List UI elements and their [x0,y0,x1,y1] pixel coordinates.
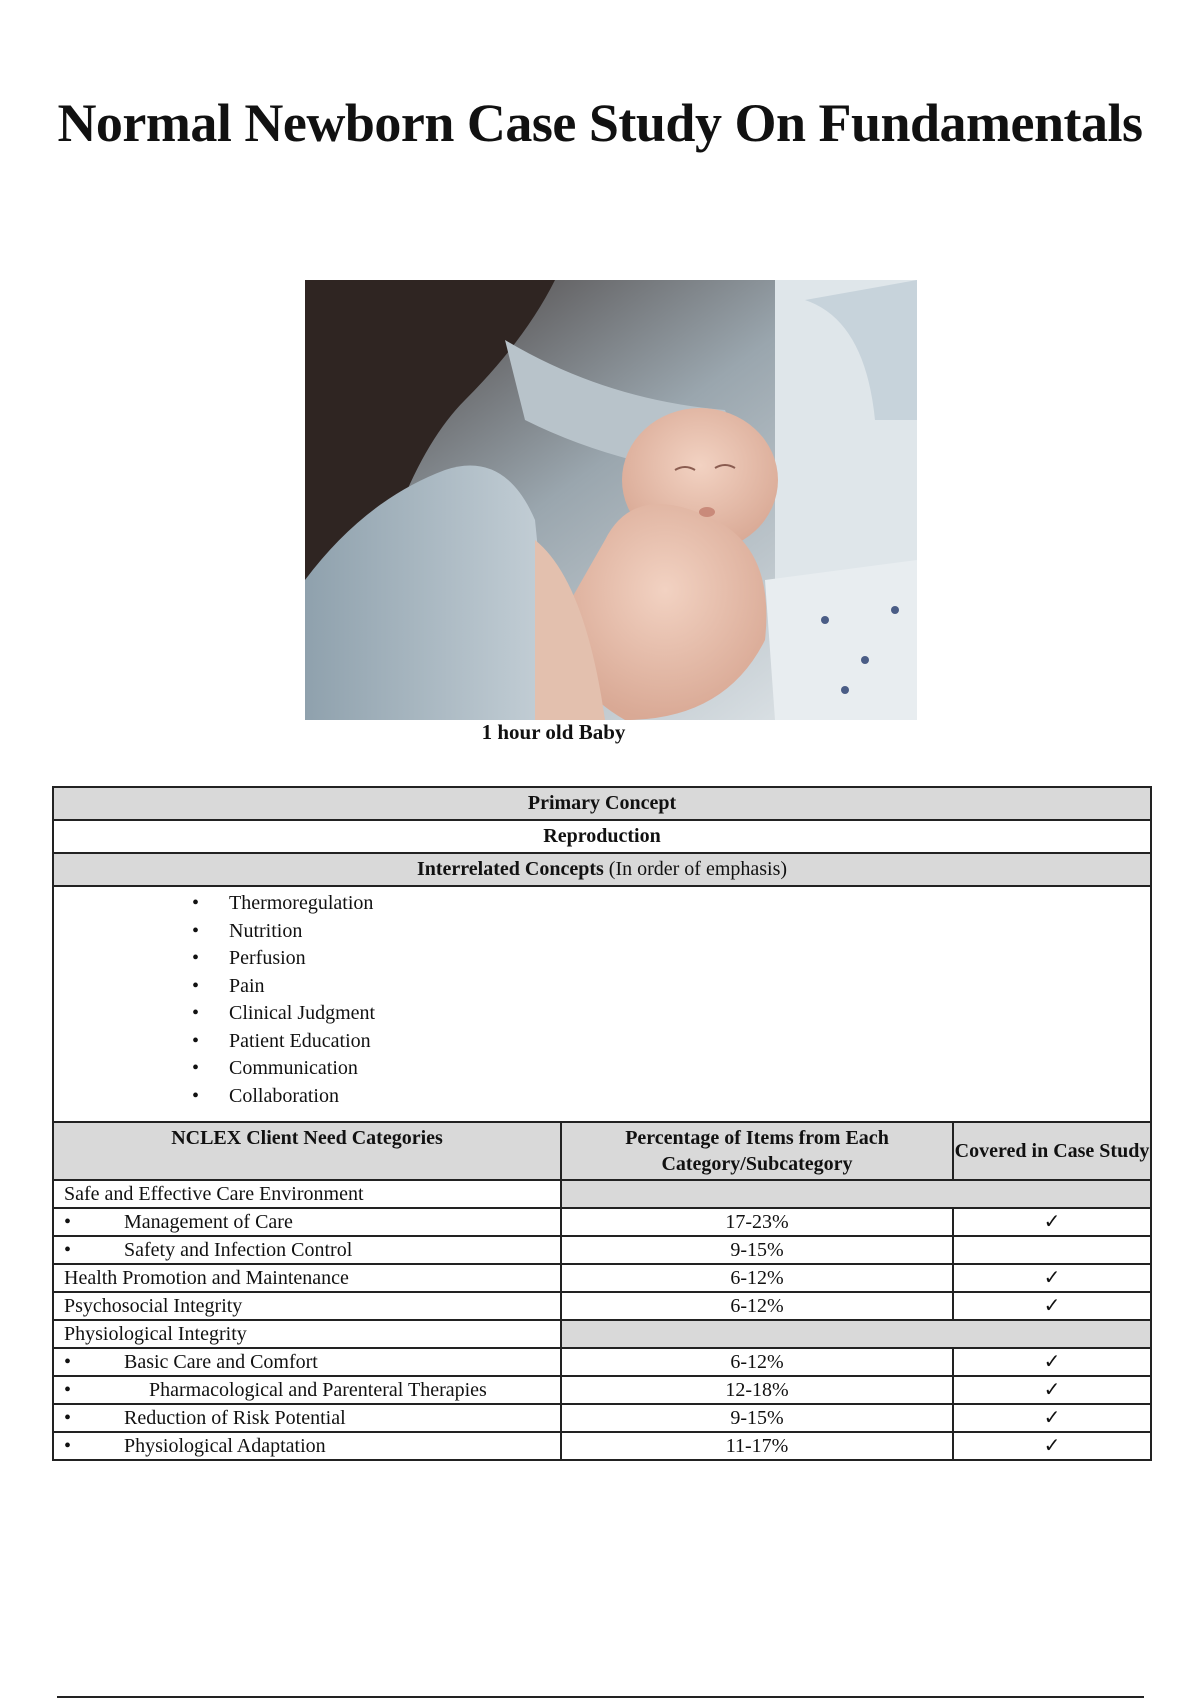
concept-item: • Pain [192,973,1150,1001]
nclex-covered-header: Covered in Case Study [953,1122,1151,1180]
subcategory-cell [53,1236,561,1264]
interrelated-concepts-header-row [53,853,1151,886]
category-label: Psychosocial Integrity [53,1292,561,1320]
subcategory-cell [53,1432,561,1460]
percentage-value: 11-17% [561,1432,953,1460]
percentage-value: 9-15% [561,1404,953,1432]
concept-item: • Communication [192,1055,1150,1083]
covered-check: ✓ [953,1376,1151,1404]
percentage-value: 6-12% [561,1348,953,1376]
percentage-value: 12-18% [561,1376,953,1404]
concept-item: • Patient Education [192,1028,1150,1056]
subcategory-label: Basic Care and Comfort [124,1351,318,1373]
table-row [53,1208,1151,1236]
concept-item: • Clinical Judgment [192,1000,1150,1028]
table-row [53,1432,1151,1460]
photo-caption: 1 hour old Baby [481,720,626,744]
category-shaded-cell [561,1180,1151,1208]
newborn-photo-illustration [305,280,917,720]
table-row [53,1348,1151,1376]
subcategory-label: Management of Care [124,1211,293,1233]
covered-check: ✓ [953,1432,1151,1460]
percentage-value: 6-12% [561,1292,953,1320]
nclex-category-header: NCLEX Client Need Categories [53,1122,561,1180]
nclex-percentage-header: Percentage of Items from Each Category/Subcategory [561,1122,953,1180]
subcategory-cell [53,1348,561,1376]
subcategory-label: Physiological Adaptation [124,1435,326,1457]
table-row [53,1236,1151,1264]
concept-item: • Perfusion [192,945,1150,973]
table-row [53,1180,1151,1208]
subcategory-cell [53,1404,561,1432]
concept-item: • Collaboration [192,1083,1150,1111]
interrelated-concepts-label: Interrelated Concepts [416,858,604,880]
subcategory-label: Safety and Infection Control [124,1239,353,1261]
bullet: • [64,1435,72,1457]
footer-divider [57,1696,1144,1698]
covered-check: ✓ [953,1292,1151,1320]
table-row [53,1320,1151,1348]
newborn-photo [305,280,917,720]
percentage-value: 17-23% [561,1208,953,1236]
table-row [53,1292,1151,1320]
covered-check: ✓ [953,1208,1151,1236]
interrelated-concepts-list [54,887,1150,1110]
concept-item: • Thermoregulation [192,890,1150,918]
covered-check [953,1236,1151,1264]
category-shaded-cell [561,1320,1151,1348]
category-label: Health Promotion and Maintenance [53,1264,561,1292]
interrelated-concepts-list-row [53,886,1151,1122]
primary-concept-value: Reproduction [53,820,1151,853]
covered-check: ✓ [953,1264,1151,1292]
bullet: • [64,1407,72,1429]
subcategory-label: Reduction of Risk Potential [124,1407,346,1429]
subcategory-label: Pharmacological and Parenteral Therapies [149,1379,487,1401]
bullet: • [64,1211,72,1233]
primary-concept-header: Primary Concept [53,787,1151,820]
interrelated-concepts-note: (In order of emphasis) [608,858,788,880]
category-label: Safe and Effective Care Environment [53,1180,561,1208]
case-study-table [52,786,1152,1461]
bullet: • [64,1379,72,1401]
bullet: • [64,1239,72,1261]
nclex-header-row [53,1122,1151,1180]
table-row [53,1264,1151,1292]
document-title: Normal Newborn Case Study On Fundamentals [57,93,1143,153]
percentage-value: 9-15% [561,1236,953,1264]
percentage-value: 6-12% [561,1264,953,1292]
covered-check: ✓ [953,1404,1151,1432]
primary-concept-header-row [53,787,1151,820]
primary-concept-value-row [53,820,1151,853]
table-row [53,1404,1151,1432]
category-label: Physiological Integrity [53,1320,561,1348]
interrelated-concepts-cell [53,886,1151,1122]
interrelated-concepts-header [53,853,1151,886]
subcategory-cell [53,1208,561,1236]
bullet: • [64,1351,72,1373]
concept-item: • Nutrition [192,918,1150,946]
table-row [53,1376,1151,1404]
subcategory-cell [53,1376,561,1404]
covered-check: ✓ [953,1348,1151,1376]
